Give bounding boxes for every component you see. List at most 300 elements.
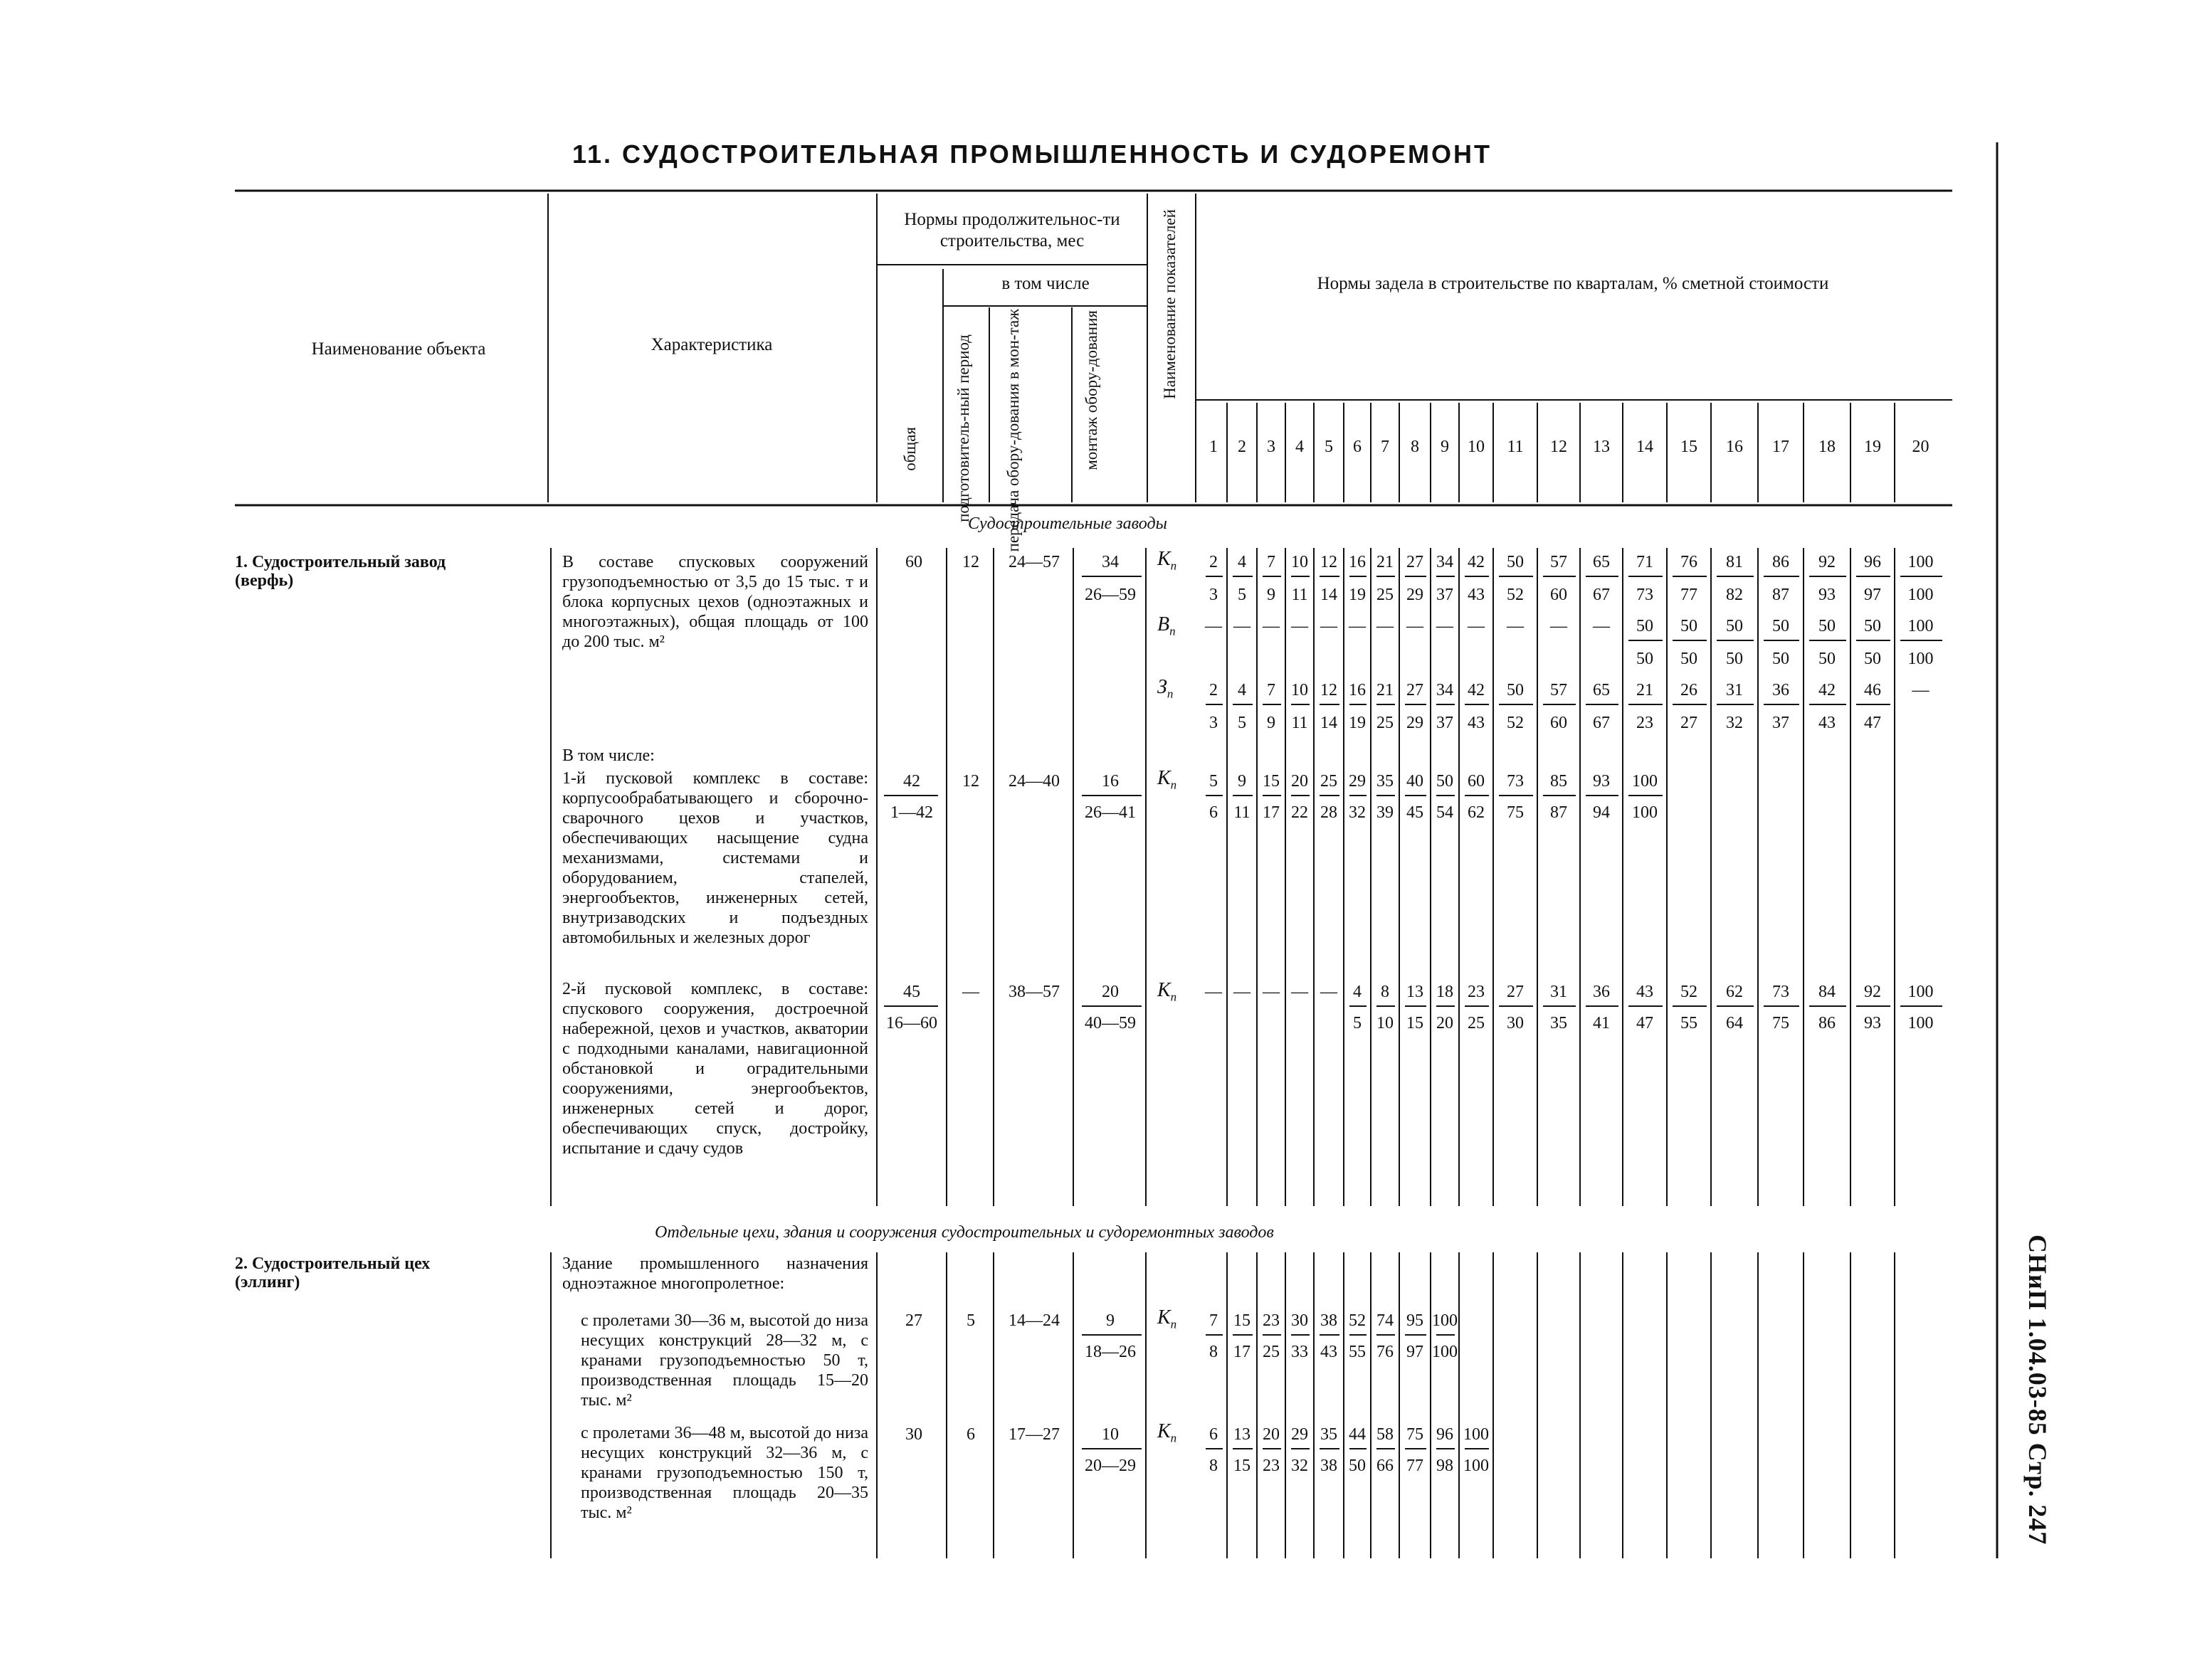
zp-value: 50 [1507,681,1524,699]
vp-value: — [1263,617,1280,635]
mounting-top: 34 [1102,553,1119,571]
vp-value: — [1233,617,1251,635]
zp-value: 14 [1320,714,1337,732]
kp-value: 85 [1550,772,1567,791]
vp-value: 50 [1864,617,1881,635]
vp-value: 50 [1680,617,1697,635]
col-header-norms: Нормы задела в строительстве по кварталам, % сметной стоимости [1317,274,1829,293]
vp-value: 50 [1726,617,1743,635]
indicator-vp [1157,615,1176,642]
kp-value: 25 [1376,586,1394,604]
vp-value: 100 [1907,650,1934,668]
kp-value: 86 [1818,1014,1836,1032]
quarter-number: 13 [1593,438,1610,456]
kp-value: 50 [1349,1457,1366,1475]
quarter-number: 9 [1441,438,1449,456]
kp-value: 35 [1320,1425,1337,1444]
zp-value: 37 [1436,714,1453,732]
kp-value: 87 [1550,803,1567,822]
kp-value: 5 [1238,586,1246,604]
kp-value: 18 [1436,983,1453,1001]
indicator-subscript: п [1169,624,1176,638]
kp-value: 19 [1349,586,1366,604]
zp-value: 57 [1550,681,1567,699]
prep-period: 5 [967,1311,975,1330]
duration-total: 45 [903,983,920,1001]
vp-value: — [1376,617,1394,635]
kp-value: 5 [1209,772,1218,791]
zp-value: 16 [1349,681,1366,699]
col-header-including: в том числе [1001,274,1090,293]
vp-value: — [1320,617,1337,635]
kp-value: 54 [1436,803,1453,822]
indicator-letter: К [1157,1420,1171,1442]
zp-value: 3 [1209,714,1218,732]
quarter-number: 3 [1267,438,1275,456]
zp-value: 21 [1376,681,1394,699]
kp-value: 71 [1636,553,1653,571]
kp-value: 92 [1864,983,1881,1001]
kp-value: — [1291,983,1308,1001]
kp-value: 67 [1593,586,1610,604]
kp-value: — [1263,983,1280,1001]
kp-value: 38 [1320,1457,1337,1475]
kp-value: 25 [1263,1343,1280,1361]
vp-value: 50 [1772,617,1789,635]
mounting-top: 9 [1106,1311,1115,1330]
kp-value: 13 [1233,1425,1251,1444]
mounting-bottom: 26—41 [1085,803,1136,822]
zp-value: 19 [1349,714,1366,732]
vp-value: — [1436,617,1453,635]
kp-value: 8 [1209,1457,1218,1475]
kp-value: 75 [1507,803,1524,822]
quarter-number: 16 [1726,438,1743,456]
duration-total: 60 [905,553,922,571]
vp-value: — [1550,617,1567,635]
kp-value: 95 [1406,1311,1423,1330]
quarter-number: 20 [1912,438,1929,456]
kp-value: 100 [1907,553,1934,571]
kp-value: 66 [1376,1457,1394,1475]
zp-value: 21 [1636,681,1653,699]
kp-value: 27 [1507,983,1524,1001]
kp-value: 55 [1680,1014,1697,1032]
kp-value: 93 [1864,1014,1881,1032]
kp-value: 20 [1436,1014,1453,1032]
including-label: В том числе: [562,746,655,765]
document-code-label: СНиП 1.04.03-85 Стр. 247 [2023,1235,2052,1546]
col-header-prep-period: подготовитель-ный период [954,334,972,522]
kp-value: 32 [1349,803,1366,822]
kp-value: 62 [1726,983,1743,1001]
kp-value: 97 [1864,586,1881,604]
col-header-duration: Нормы продолжительнос-ти строительства, мес [904,210,1120,250]
vp-value: 50 [1636,617,1653,635]
kp-value: 37 [1436,586,1453,604]
mounting-top: 20 [1102,983,1119,1001]
zp-value: 25 [1376,714,1394,732]
kp-value: 43 [1320,1343,1337,1361]
kp-value: 35 [1376,772,1394,791]
kp-value: 31 [1550,983,1567,1001]
prep-period: 12 [962,553,979,571]
variant-characteristic: с пролетами 36—48 м, высотой до низа несущих конструкций 32—36 м, с кранами грузоподъемностью 150 т, производственная площадь 20—35 тыс. м² [581,1424,868,1522]
indicator-kp [1157,981,1176,1008]
col-header-indicator: Наименование показателей [1161,209,1179,399]
kp-value: 100 [1432,1343,1458,1361]
kp-value: 60 [1550,586,1567,604]
zp-value: 9 [1267,714,1275,732]
kp-value: 15 [1406,1014,1423,1032]
kp-value: 97 [1406,1343,1423,1361]
kp-value: 11 [1291,586,1308,604]
kp-value: 52 [1349,1311,1366,1330]
kp-value: 9 [1238,772,1246,791]
vp-value: 50 [1636,650,1653,668]
kp-value: 2 [1209,553,1218,571]
quarter-number: 6 [1353,438,1362,456]
kp-value: 77 [1680,586,1697,604]
vp-value: 50 [1864,650,1881,668]
transfer-period: 24—40 [1009,772,1060,791]
quarter-number: 7 [1381,438,1389,456]
quarter-number: 5 [1325,438,1333,456]
duration-total-range: 16—60 [886,1014,937,1032]
duration-total: 27 [905,1311,922,1330]
kp-value: 4 [1238,553,1246,571]
kp-value: 11 [1233,803,1251,822]
kp-value: 58 [1376,1425,1394,1444]
zp-value: 32 [1726,714,1743,732]
quarter-number: 17 [1772,438,1789,456]
zp-value: 60 [1550,714,1567,732]
kp-value: 8 [1209,1343,1218,1361]
zp-value: 11 [1291,714,1308,732]
kp-value: 84 [1818,983,1836,1001]
prep-period: — [962,983,979,1001]
vp-value: — [1593,617,1610,635]
zp-value: 12 [1320,681,1337,699]
kp-value: 32 [1291,1457,1308,1475]
mounting-bottom: 18—26 [1085,1343,1136,1361]
kp-value: 9 [1267,586,1275,604]
zp-value: 4 [1238,681,1246,699]
col-header-name: Наименование объекта [311,339,486,359]
kp-value: 43 [1468,586,1485,604]
kp-value: 41 [1593,1014,1610,1032]
kp-value: 93 [1593,772,1610,791]
zp-value: 5 [1238,714,1246,732]
zp-value: 31 [1726,681,1743,699]
zp-value: 43 [1818,714,1836,732]
kp-value: 73 [1507,772,1524,791]
indicator-letter: З [1157,676,1167,698]
quarter-number: 19 [1864,438,1881,456]
zp-value: 10 [1291,681,1308,699]
indicator-kp [1157,1422,1176,1449]
kp-value: 81 [1726,553,1743,571]
col-header-total: общая [901,427,919,471]
kp-value: 73 [1772,983,1789,1001]
kp-value: 94 [1593,803,1610,822]
indicator-subscript: п [1170,1431,1177,1445]
vp-value: 50 [1726,650,1743,668]
prep-period: 6 [967,1425,975,1444]
indicator-letter: К [1157,979,1171,1001]
kp-value: 12 [1320,553,1337,571]
indicator-subscript: п [1170,778,1177,792]
kp-value: 6 [1209,1425,1218,1444]
object-characteristic: В составе спусковых сооружений грузоподъемностью от 3,5 до 15 тыс. т и блока корпусных цехов (одноэтажных и многоэтажных), общая площадь от 100 до 200 тыс. м² [562,553,868,651]
kp-value: 20 [1263,1425,1280,1444]
zp-value: 23 [1636,714,1653,732]
zp-value: 27 [1406,681,1423,699]
kp-value: 5 [1353,1014,1362,1032]
quarter-number: 2 [1238,438,1246,456]
kp-value: 87 [1772,586,1789,604]
kp-value: 10 [1376,1014,1394,1032]
kp-value: 14 [1320,586,1337,604]
mounting-bottom: 40—59 [1085,1014,1136,1032]
indicator-kp [1157,1308,1176,1335]
indicator-kp [1157,549,1176,576]
vp-value: 50 [1818,650,1836,668]
kp-value: 73 [1636,586,1653,604]
kp-value: 100 [1907,1014,1934,1032]
kp-value: 4 [1353,983,1362,1001]
kp-value: 7 [1209,1311,1218,1330]
kp-value: 3 [1209,586,1218,604]
kp-value: 15 [1233,1311,1251,1330]
quarter-number: 10 [1468,438,1485,456]
col-header-characteristic: Характеристика [651,335,773,354]
indicator-letter: В [1157,613,1170,635]
section-heading: Отдельные цехи, здания и сооружения судостроительных и судоремонтных заводов [655,1223,1274,1242]
page-title: 11. СУДОСТРОИТЕЛЬНАЯ ПРОМЫШЛЕННОСТЬ И СУДОРЕМОНТ [572,139,1492,169]
kp-value: 100 [1907,983,1934,1001]
kp-value: 29 [1291,1425,1308,1444]
kp-value: 33 [1291,1343,1308,1361]
kp-value: 30 [1291,1311,1308,1330]
complex-characteristic: 1-й пусковой комплекс в составе: корпусообрабатывающего и сборочно-сварочного цехов и участков, обеспечивающих насыщение судна механизмами, системами и оборудованием, стапелей, энергообъектов, инженерных сетей, внутризаводских и подъездных автомобильных и железных дорог [562,769,868,947]
zp-value: 36 [1772,681,1789,699]
mounting-bottom: 26—59 [1085,586,1136,604]
mounting-top: 10 [1102,1425,1119,1444]
transfer-period: 38—57 [1009,983,1060,1001]
kp-value: 35 [1550,1014,1567,1032]
kp-value: 20 [1291,772,1308,791]
kp-value: 34 [1436,553,1453,571]
quarter-number: 12 [1550,438,1567,456]
kp-value: 15 [1233,1457,1251,1475]
quarter-number: 4 [1295,438,1304,456]
kp-value: 36 [1593,983,1610,1001]
zp-value: — [1912,681,1929,699]
object-name: 2. Судостроительный цех [235,1254,431,1273]
col-header-mounting: монтаж обору-дования [1083,310,1100,470]
kp-value: 39 [1376,803,1394,822]
kp-value: 60 [1468,772,1485,791]
kp-value: — [1320,983,1337,1001]
indicator-subscript: п [1170,559,1177,573]
kp-value: 13 [1406,983,1423,1001]
kp-value: 28 [1320,803,1337,822]
kp-value: 86 [1772,553,1789,571]
zp-value: 52 [1507,714,1524,732]
kp-value: 100 [1432,1311,1458,1330]
zp-value: 67 [1593,714,1610,732]
transfer-period: 17—27 [1009,1425,1060,1444]
quarter-number: 14 [1636,438,1653,456]
kp-value: 65 [1593,553,1610,571]
zp-value: 29 [1406,714,1423,732]
vp-value: — [1291,617,1308,635]
kp-value: 25 [1320,772,1337,791]
kp-value: 64 [1726,1014,1743,1032]
kp-value: 57 [1550,553,1567,571]
kp-value: 77 [1406,1457,1423,1475]
indicator-subscript: п [1170,990,1177,1004]
kp-value: 22 [1291,803,1308,822]
indicator-kp [1157,768,1176,796]
kp-value: 17 [1263,803,1280,822]
kp-value: 25 [1468,1014,1485,1032]
kp-value: 55 [1349,1343,1366,1361]
variant-characteristic: с пролетами 30—36 м, высотой до низа несущих конструкций 28—32 м, с кранами грузоподъемностью 50 т, производственная площадь 15—20 тыс. м² [581,1311,868,1410]
indicator-subscript: п [1170,1317,1177,1331]
kp-value: 42 [1468,553,1485,571]
transfer-period: 24—57 [1009,553,1060,571]
vp-value: — [1507,617,1524,635]
vp-value: — [1349,617,1366,635]
kp-value: 40 [1406,772,1423,791]
object-name: 1. Судостроительный завод [235,553,446,571]
kp-value: 75 [1406,1425,1423,1444]
kp-value: 23 [1263,1311,1280,1330]
kp-value: 8 [1381,983,1389,1001]
duration-total-range: 1—42 [890,803,933,822]
zp-value: 42 [1468,681,1485,699]
duration-total: 30 [905,1425,922,1444]
kp-value: 50 [1507,553,1524,571]
quarter-number: 15 [1680,438,1697,456]
mounting-top: 16 [1102,772,1119,791]
indicator-zp [1157,677,1173,704]
zp-value: 34 [1436,681,1453,699]
mounting-bottom: 20—29 [1085,1457,1136,1475]
vp-value: 50 [1818,617,1836,635]
kp-value: 50 [1436,772,1453,791]
kp-value: 100 [1463,1457,1489,1475]
zp-value: 26 [1680,681,1697,699]
zp-value: 27 [1680,714,1697,732]
indicator-subscript: п [1167,687,1174,701]
section-heading: Судостроительные заводы [968,514,1167,533]
vp-value: — [1205,617,1222,635]
kp-value: 92 [1818,553,1836,571]
zp-value: 37 [1772,714,1789,732]
kp-value: 43 [1636,983,1653,1001]
kp-value: 47 [1636,1014,1653,1032]
kp-value: 76 [1376,1343,1394,1361]
quarter-number: 8 [1411,438,1419,456]
kp-value: 76 [1680,553,1697,571]
kp-value: 23 [1263,1457,1280,1475]
kp-value: 16 [1349,553,1366,571]
kp-value: 23 [1468,983,1485,1001]
object-name-sub: (верфь) [235,571,294,590]
quarter-number: 1 [1209,438,1218,456]
kp-value: 44 [1349,1425,1366,1444]
kp-value: — [1233,983,1251,1001]
col-header-transfer: передача обору-дования в мон-таж [1004,309,1022,552]
zp-value: 46 [1864,681,1881,699]
transfer-period: 14—24 [1009,1311,1060,1330]
kp-value: 52 [1507,586,1524,604]
kp-value: 62 [1468,803,1485,822]
zp-value: 7 [1267,681,1275,699]
quarter-number: 18 [1818,438,1836,456]
kp-value: 74 [1376,1311,1394,1330]
kp-value: 7 [1267,553,1275,571]
kp-value: 29 [1349,772,1366,791]
zp-value: 42 [1818,681,1836,699]
zp-value: 2 [1209,681,1218,699]
kp-value: 27 [1406,553,1423,571]
complex-characteristic: 2-й пусковой комплекс, в составе: спускового сооружения, достроечной набережной, цехов и участков, акватории с подходными каналами, навигационной обстановкой и оградительными сооружениями, энергообъектов, инженерных сетей и дорог, обеспечивающих спуск, достройку, испытание и сдачу судов [562,980,868,1158]
kp-value: 52 [1680,983,1697,1001]
kp-value: 21 [1376,553,1394,571]
kp-value: 29 [1406,586,1423,604]
kp-value: 30 [1507,1014,1524,1032]
kp-value: 6 [1209,803,1218,822]
zp-value: 47 [1864,714,1881,732]
vp-value: 50 [1680,650,1697,668]
prep-period: 12 [962,772,979,791]
kp-value: 45 [1406,803,1423,822]
zp-value: 65 [1593,681,1610,699]
zp-value: 43 [1468,714,1485,732]
kp-value: 38 [1320,1311,1337,1330]
duration-total: 42 [903,772,920,791]
indicator-letter: К [1157,767,1171,789]
kp-value: 96 [1436,1425,1453,1444]
indicator-letter: К [1157,548,1171,570]
kp-value: — [1205,983,1222,1001]
kp-value: 17 [1233,1343,1251,1361]
kp-value: 93 [1818,586,1836,604]
kp-value: 10 [1291,553,1308,571]
quarter-number: 11 [1507,438,1524,456]
kp-value: 100 [1632,772,1658,791]
kp-value: 75 [1772,1014,1789,1032]
vp-value: 50 [1772,650,1789,668]
kp-value: 100 [1632,803,1658,822]
kp-value: 98 [1436,1457,1453,1475]
kp-value: 15 [1263,772,1280,791]
kp-value: 100 [1907,586,1934,604]
vp-value: — [1468,617,1485,635]
object-characteristic: Здание промышленного назначения одноэтажное многопролетное: [562,1254,868,1293]
vp-value: 100 [1907,617,1934,635]
kp-value: 82 [1726,586,1743,604]
kp-value: 96 [1864,553,1881,571]
object-name-sub: (эллинг) [235,1273,300,1291]
kp-value: 100 [1463,1425,1489,1444]
indicator-letter: К [1157,1306,1171,1328]
vp-value: — [1406,617,1423,635]
